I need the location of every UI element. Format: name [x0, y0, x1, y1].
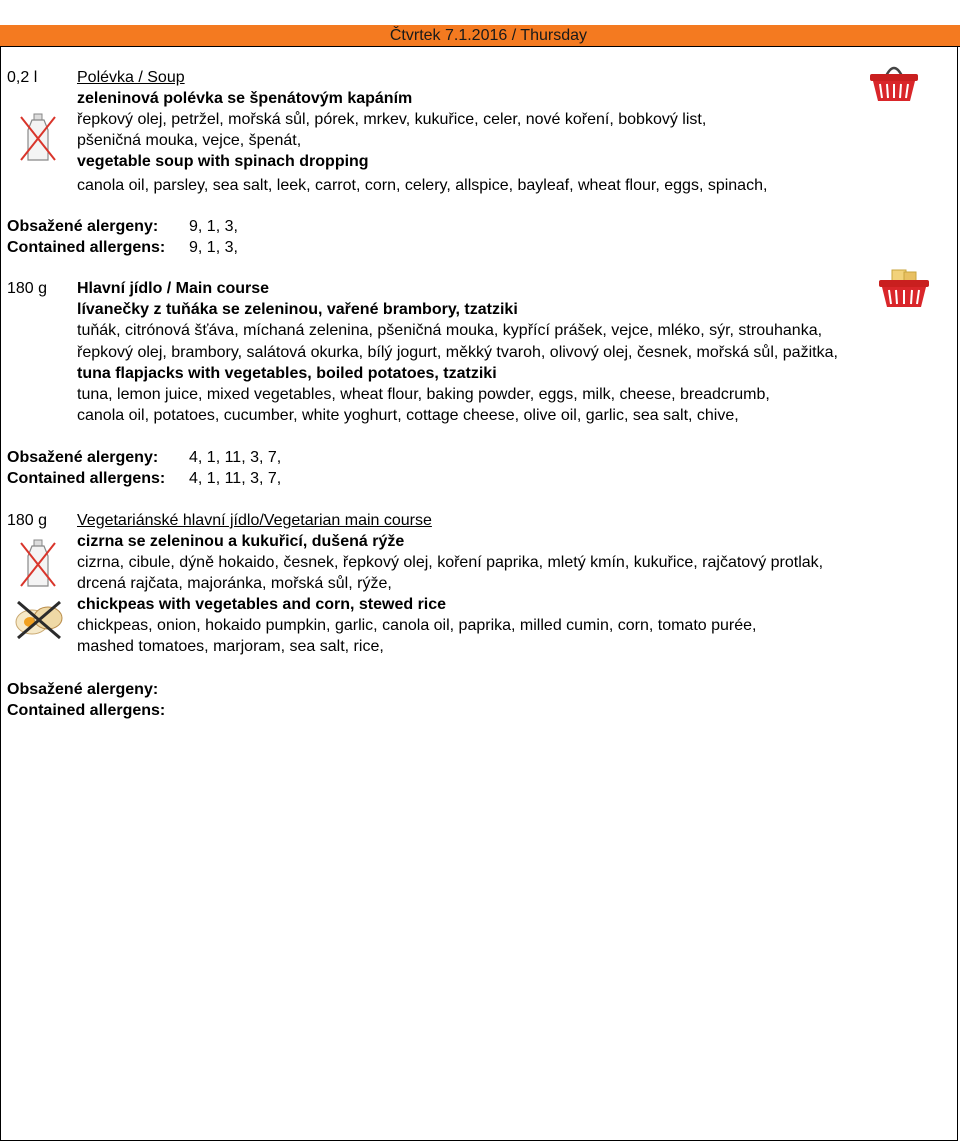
- dish-name-cz: cizrna se zeleninou a kukuřicí, dušená rýže: [77, 533, 405, 550]
- ingredients-cz: cizrna, cibule, dýně hokaido, česnek, řepkový olej, koření paprika, mletý kmín, kukuřice, rajčatový protlak,: [77, 554, 824, 571]
- no-milk-icon: [18, 112, 58, 164]
- basket-icon: [868, 58, 920, 104]
- dish-name-en: chickpeas with vegetables and corn, stewed rice: [77, 596, 447, 613]
- ingredients-cz: pšeničná mouka, vejce, špenát,: [77, 132, 302, 149]
- dish-name-en: vegetable soup with spinach dropping: [77, 153, 369, 170]
- dish-name-cz: zeleninová polévka se špenátovým kapáním: [77, 90, 413, 107]
- allergens-en-label: Contained allergens:: [7, 239, 166, 256]
- ingredients-cz: řepkový olej, petržel, mořská sůl, pórek, mrkev, kukuřice, celer, nové koření, bobkový list,: [77, 111, 707, 128]
- ingredients-cz: tuňák, citrónová šťáva, míchaná zelenina, pšeničná mouka, kypřící prášek, vejce, mléko, sýr, strouhanka,: [77, 322, 823, 339]
- section-title: Vegetariánské hlavní jídlo/Vegetarian main course: [77, 512, 432, 529]
- date-header-bar: [0, 25, 960, 47]
- date-header: Čtvrtek 7.1.2016 / Thursday: [389, 27, 587, 44]
- allergens-en-row: [7, 468, 281, 489]
- allergens-en-row: [7, 700, 189, 721]
- ingredients-cz: řepkový olej, brambory, salátová okurka, bílý jogurt, měkký tvaroh, olivový olej, česnek, mořská sůl, pažitka,: [77, 344, 838, 361]
- allergens-cz-row: [7, 679, 189, 700]
- portion-size: 180 g: [7, 512, 48, 529]
- dish-name-en: tuna flapjacks with vegetables, boiled potatoes, tzatziki: [77, 365, 497, 382]
- allergens-en-values: 9, 1, 3,: [189, 239, 238, 256]
- allergens-cz-label: Obsažené alergeny:: [7, 218, 159, 235]
- allergens-en-label: Contained allergens:: [7, 470, 166, 487]
- section-title: Hlavní jídlo / Main course: [77, 280, 270, 297]
- allergens-cz-row: [7, 447, 281, 468]
- section-title: Polévka / Soup: [77, 69, 185, 86]
- ingredients-en: canola oil, parsley, sea salt, leek, carrot, corn, celery, allspice, bayleaf, wheat flour, eggs, spinach,: [77, 177, 768, 194]
- allergens-en-values: 4, 1, 11, 3, 7,: [189, 470, 282, 487]
- ingredients-en: tuna, lemon juice, mixed vegetables, wheat flour, baking powder, eggs, milk, cheese, breadcrumb,: [77, 386, 770, 403]
- no-egg-icon: [12, 598, 66, 642]
- dish-name-cz: lívanečky z tuňáka se zeleninou, vařené brambory, tzatziki: [77, 301, 518, 318]
- ingredients-cz: drcená rajčata, majoránka, mořská sůl, rýže,: [77, 575, 392, 592]
- ingredients-en: chickpeas, onion, hokaido pumpkin, garlic, canola oil, paprika, milled cumin, corn, tomato purée,: [77, 617, 757, 634]
- basket-with-bread-icon: [876, 260, 932, 310]
- allergens-cz-label: Obsažené alergeny:: [7, 449, 159, 466]
- allergens-en-label: Contained allergens:: [7, 702, 166, 719]
- ingredients-en: mashed tomatoes, marjoram, sea salt, rice,: [77, 638, 384, 655]
- portion-size: 180 g: [7, 280, 48, 297]
- allergens-cz-values: 4, 1, 11, 3, 7,: [189, 449, 282, 466]
- no-milk-icon: [18, 538, 58, 590]
- allergens-en-row: [7, 237, 238, 258]
- allergens-cz-values: 9, 1, 3,: [189, 218, 238, 235]
- allergens-cz-row: [7, 216, 238, 237]
- portion-size: 0,2 l: [7, 69, 38, 86]
- allergens-cz-label: Obsažené alergeny:: [7, 681, 159, 698]
- ingredients-en: canola oil, potatoes, cucumber, white yoghurt, cottage cheese, olive oil, garlic, sea salt, chive,: [77, 407, 739, 424]
